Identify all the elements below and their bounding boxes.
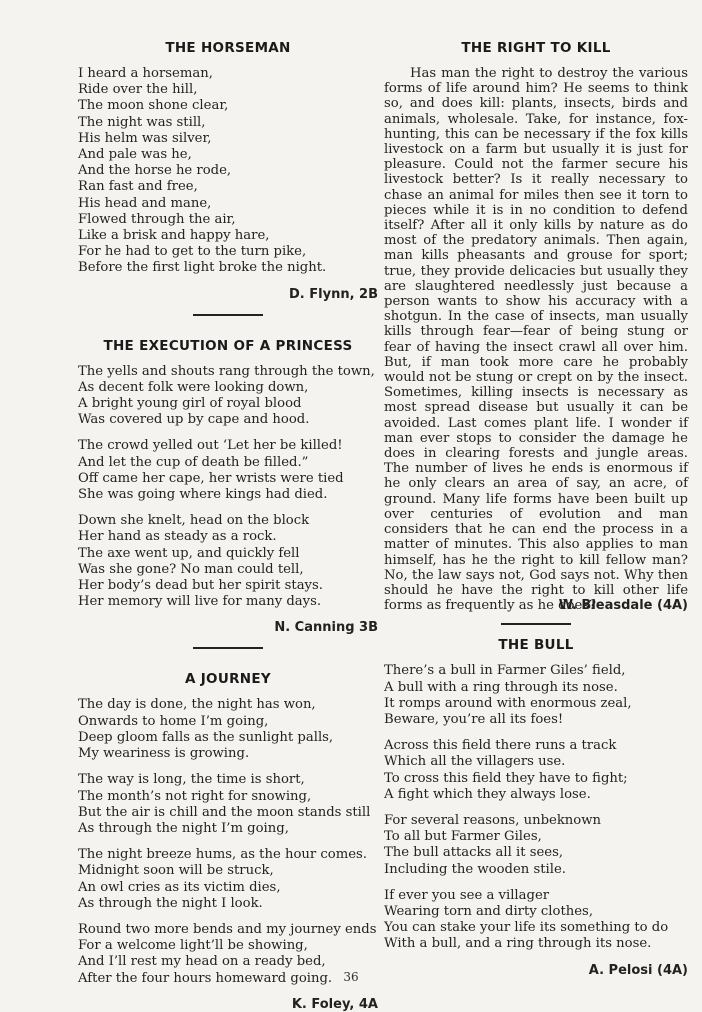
verse-line: Off came her cape, her wrists were tied bbox=[78, 470, 344, 486]
poem-execution-of-a-princess bbox=[78, 338, 378, 636]
verse-line: His helm was silver, bbox=[78, 130, 212, 146]
section-divider bbox=[501, 623, 571, 625]
verse-line: Onwards to home I’m going, bbox=[78, 713, 269, 729]
stanza bbox=[78, 697, 378, 762]
verse-line: After the four hours homeward going. bbox=[78, 970, 333, 986]
verse bbox=[78, 66, 378, 277]
stanza bbox=[78, 513, 378, 610]
verse-line: To all but Farmer Giles, bbox=[384, 829, 542, 845]
verse-line: Including the wooden stile. bbox=[384, 861, 566, 877]
verse-line: It romps around with enormous zeal, bbox=[384, 695, 632, 711]
verse-line: To cross this field they have to fight; bbox=[384, 770, 628, 786]
section-divider bbox=[193, 314, 263, 316]
stanza bbox=[384, 663, 688, 728]
author-byline: K. Foley, 4A bbox=[291, 996, 378, 1012]
poem-the-horseman bbox=[78, 40, 378, 302]
verse-line: Was covered up by cape and hood. bbox=[78, 412, 310, 428]
verse-line: As through the night I’m going, bbox=[78, 820, 289, 836]
verse-line: If ever you see a villager bbox=[384, 887, 550, 903]
verse-line: The axe went up, and quickly fell bbox=[78, 545, 300, 561]
verse-line: Beware, you’re all its foes! bbox=[384, 711, 564, 727]
stanza bbox=[78, 364, 378, 429]
stanza bbox=[78, 438, 378, 503]
verse-line: And I’ll rest my head on a ready bed, bbox=[78, 954, 326, 970]
verse-line: My weariness is growing. bbox=[78, 746, 250, 762]
verse-line: His head and mane, bbox=[78, 195, 212, 211]
verse-line: Which all the villagers use. bbox=[384, 754, 566, 770]
stanza bbox=[78, 772, 378, 837]
verse-line: With a bull, and a ring through its nose. bbox=[384, 936, 652, 952]
author-byline: A. Pelosi (4A) bbox=[588, 962, 688, 978]
verse-line: Before the first light broke the night. bbox=[78, 260, 327, 276]
essay-body: Has man the right to destroy the various forms of life around him? He seems to think so, and does kill: plants, insects, birds and animals, wholesale. Take, for instance, fox-hunting, this can be necessary if the fox kills livestock on a farm but usually it is just for pleasure. Could not the farmer secure his livestock better? Is it really necessary to chase an animal for miles then see it torn to pieces while it is in no condition to defend itself? After all it only kills by nature as do most of the predatory animals. Then again, man kills pheasants and grouse for sport; true, they provide delicacies but usually they are slaughtered needlessly just because a person wants to show his accuracy with a shotgun. In the case of insects, man usually kills through fear—fear of being stung or fear of having the insect crawl all over him. But, if man took more care he probably would not be stung or crept on by the insect. Sometimes, killing insects is necessary as most spread disease but usually it can be avoided. Last comes plant life. I wonder if man ever stops to consider the damage he does in clearing forests and jungle areas. The number of lives he ends is enormous if he only clears an area of say, an acre, of ground. Many life forms have been built up over centuries of evolution and man considers that he can end the process in a matter of minutes. This also applies to man himself, has he the right to kill fellow man? No, the law says not, God says not. Why then should he have the right to kill other life forms as frequently as he does? bbox=[384, 66, 688, 614]
verse-line: A bright young girl of royal blood bbox=[78, 396, 302, 412]
verse-line: For a welcome light’ll be showing, bbox=[78, 938, 308, 954]
author-byline: D. Flynn, 2B bbox=[289, 286, 378, 302]
verse-line: Deep gloom falls as the sunlight palls, bbox=[78, 729, 334, 745]
verse-line: The day is done, the night has won, bbox=[78, 697, 316, 713]
verse-line: Her body’s dead but her spirit stays. bbox=[78, 578, 323, 594]
verse-line: The bull attacks all it sees, bbox=[384, 845, 564, 861]
verse-line: As through the night I look. bbox=[78, 895, 263, 911]
verse-line: An owl cries as its victim dies, bbox=[78, 879, 281, 895]
verse-line: And let the cup of death be filled.” bbox=[78, 454, 309, 470]
poem-the-bull bbox=[384, 637, 688, 977]
verse-line: Her memory will live for many days. bbox=[78, 594, 322, 610]
poem-a-journey bbox=[78, 671, 378, 1011]
poem-title: THE HORSEMAN bbox=[165, 40, 291, 56]
stanza bbox=[384, 888, 688, 953]
verse-line: But the air is chill and the moon stands still bbox=[78, 804, 371, 820]
verse-line: She was going where kings had died. bbox=[78, 487, 328, 503]
verse-line: The yells and shouts rang through the town, bbox=[78, 363, 375, 379]
verse-line: Was she gone? No man could tell, bbox=[78, 561, 304, 577]
page-number: 36 bbox=[343, 970, 359, 984]
verse-line: Midnight soon will be struck, bbox=[78, 863, 274, 879]
verse-line: Ran fast and free, bbox=[78, 179, 198, 195]
verse-line: Like a brisk and happy hare, bbox=[78, 228, 270, 244]
section-divider bbox=[193, 647, 263, 649]
right-column bbox=[384, 40, 688, 978]
verse-line: Across this field there runs a track bbox=[384, 738, 617, 754]
verse-line: Flowed through the air, bbox=[78, 211, 236, 227]
verse-line: There’s a bull in Farmer Giles’ field, bbox=[384, 663, 626, 679]
verse-line: A fight which they always lose. bbox=[384, 786, 591, 802]
verse-line: The night was still, bbox=[78, 114, 206, 130]
poem-title: THE EXECUTION OF A PRINCESS bbox=[103, 337, 353, 354]
poem-title: THE BULL bbox=[498, 637, 574, 654]
verse-line: For several reasons, unbeknown bbox=[384, 812, 602, 828]
verse-line: I heard a horseman, bbox=[78, 66, 213, 81]
verse-line: The month’s not right for snowing, bbox=[78, 788, 312, 804]
verse-line: The moon shone clear, bbox=[78, 98, 229, 114]
verse-line: The way is long, the time is short, bbox=[78, 772, 305, 788]
verse-line: A bull with a ring through its nose. bbox=[384, 679, 618, 695]
left-column bbox=[78, 40, 378, 1012]
verse-line: As decent folk were looking down, bbox=[78, 379, 309, 395]
essay-the-right-to-kill bbox=[384, 40, 688, 613]
verse-line: For he had to get to the turn pike, bbox=[78, 244, 307, 260]
verse-line: The crowd yelled out ‘Let her be killed! bbox=[78, 438, 343, 454]
verse-line: And the horse he rode, bbox=[78, 163, 232, 179]
verse-line: Wearing torn and dirty clothes, bbox=[384, 903, 594, 919]
stanza bbox=[384, 813, 688, 878]
verse-line: You can stake your life its something to do bbox=[384, 920, 669, 936]
stanza bbox=[384, 738, 688, 803]
verse-line: Round two more bends and my journey ends bbox=[78, 921, 377, 937]
verse-line: The night breeze hums, as the hour comes. bbox=[78, 847, 367, 863]
stanza bbox=[78, 847, 378, 912]
verse-line: And pale was he, bbox=[78, 147, 192, 163]
verse-line: Down she knelt, head on the block bbox=[78, 513, 310, 529]
author-byline: W. Bleasdale (4A) bbox=[558, 598, 688, 614]
author-byline: N. Canning 3B bbox=[274, 620, 378, 636]
verse-line: Ride over the hill, bbox=[78, 82, 198, 98]
poem-title: A JOURNEY bbox=[184, 671, 271, 688]
essay-title: THE RIGHT TO KILL bbox=[461, 40, 611, 56]
verse-line: Her hand as steady as a rock. bbox=[78, 529, 277, 545]
